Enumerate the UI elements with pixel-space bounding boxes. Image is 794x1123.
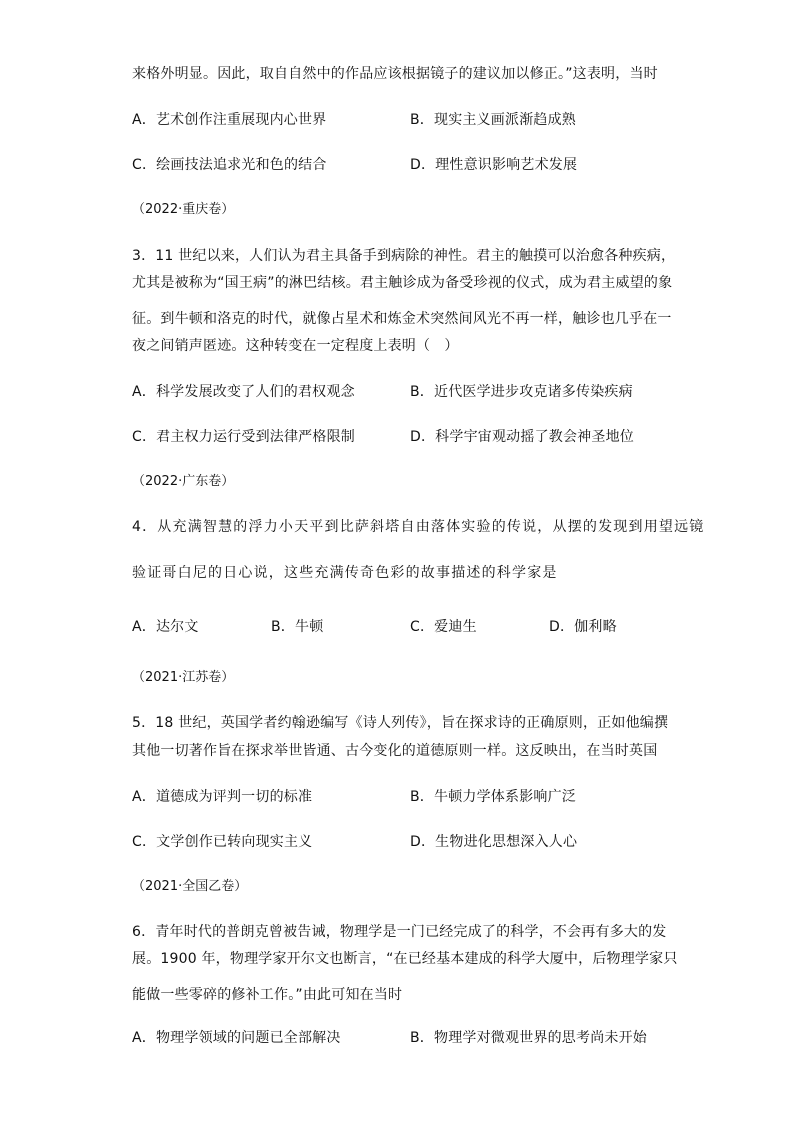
q4-text-line: 验证哥白尼的日心说，这些充满传奇色彩的故事描述的科学家是 (132, 565, 558, 581)
q5-option-b: B．牛顿力学体系影响广泛 (410, 789, 577, 805)
q5-text-line: 其他一切著作旨在探求举世皆通、古今变化的道德原则一样。这反映出，在当时英国 (132, 743, 658, 759)
q3-option-c: C．君主权力运行受到法律严格限制 (132, 429, 355, 445)
q2-option-d: D．理性意识影响艺术发展 (410, 157, 578, 173)
q2-option-b: B．现实主义画派渐趋成熟 (410, 112, 577, 128)
q4-option-c: C．爱迪生 (410, 619, 477, 635)
q6-option-b: B．物理学对微观世界的思考尚未开始 (410, 1030, 648, 1046)
source-label: （2021·全国乙卷） (132, 879, 248, 894)
q2-option-a: A．艺术创作注重展现内心世界 (132, 112, 327, 128)
q5-option-a: A．道德成为评判一切的标准 (132, 789, 313, 805)
q6-text-line: 展。1900 年，物理学家开尔文也断言，“在已经基本建成的科学大厦中，后物理学家只 (132, 951, 678, 967)
source-label: （2022·广东卷） (132, 474, 235, 489)
q6-text-line: 能做一些零碎的修补工作。”由此可知在当时 (132, 987, 403, 1003)
q5-text-line: 5．18 世纪，英国学者约翰逊编写《诗人列传》，旨在探求诗的正确原则，正如他编撰 (132, 715, 669, 731)
q4-option-d: D．伽利略 (549, 619, 617, 635)
q3-text-line: 尤其是被称为“国王病”的淋巴结核。君主触诊成为备受珍视的仪式，成为君主威望的象 (132, 275, 673, 291)
q6-option-a: A．物理学领域的问题已全部解决 (132, 1030, 341, 1046)
source-label: （2021·江苏卷） (132, 670, 235, 685)
q4-option-a: A．达尔文 (132, 619, 199, 635)
q3-text-line: 征。到牛顿和洛克的时代，就像占星术和炼金术突然间风光不再一样，触诊也几乎在一 (132, 311, 672, 327)
q2-text-line: 来格外明显。因此，取自自然中的作品应该根据镜子的建议加以修正。”这表明，当时 (132, 66, 658, 82)
q3-option-d: D．科学宇宙观动摇了教会神圣地位 (410, 429, 634, 445)
source-label: （2022·重庆卷） (132, 202, 235, 217)
q6-text-line: 6．青年时代的普朗克曾被告诫，物理学是一门已经完成了的科学，不会再有多大的发 (132, 924, 667, 940)
q5-option-c: C．文学创作已转向现实主义 (132, 834, 313, 850)
q4-option-b: B．牛顿 (271, 619, 324, 635)
q3-option-b: B．近代医学进步攻克诸多传染疾病 (410, 384, 633, 400)
q5-option-d: D．生物进化思想深入人心 (410, 834, 578, 850)
q3-text-line: 夜之间销声匿迹。这种转变在一定程度上表明（ ） (132, 338, 459, 354)
q2-option-c: C．绘画技法追求光和色的结合 (132, 157, 327, 173)
q3-text-line: 3．11 世纪以来，人们认为君主具备手到病除的神性。君主的触摸可以治愈各种疾病， (132, 248, 676, 264)
q3-option-a: A．科学发展改变了人们的君权观念 (132, 384, 355, 400)
q4-text-line: 4．从充满智慧的浮力小天平到比萨斜塔自由落体实验的传说，从摆的发现到用望远镜 (132, 519, 705, 535)
